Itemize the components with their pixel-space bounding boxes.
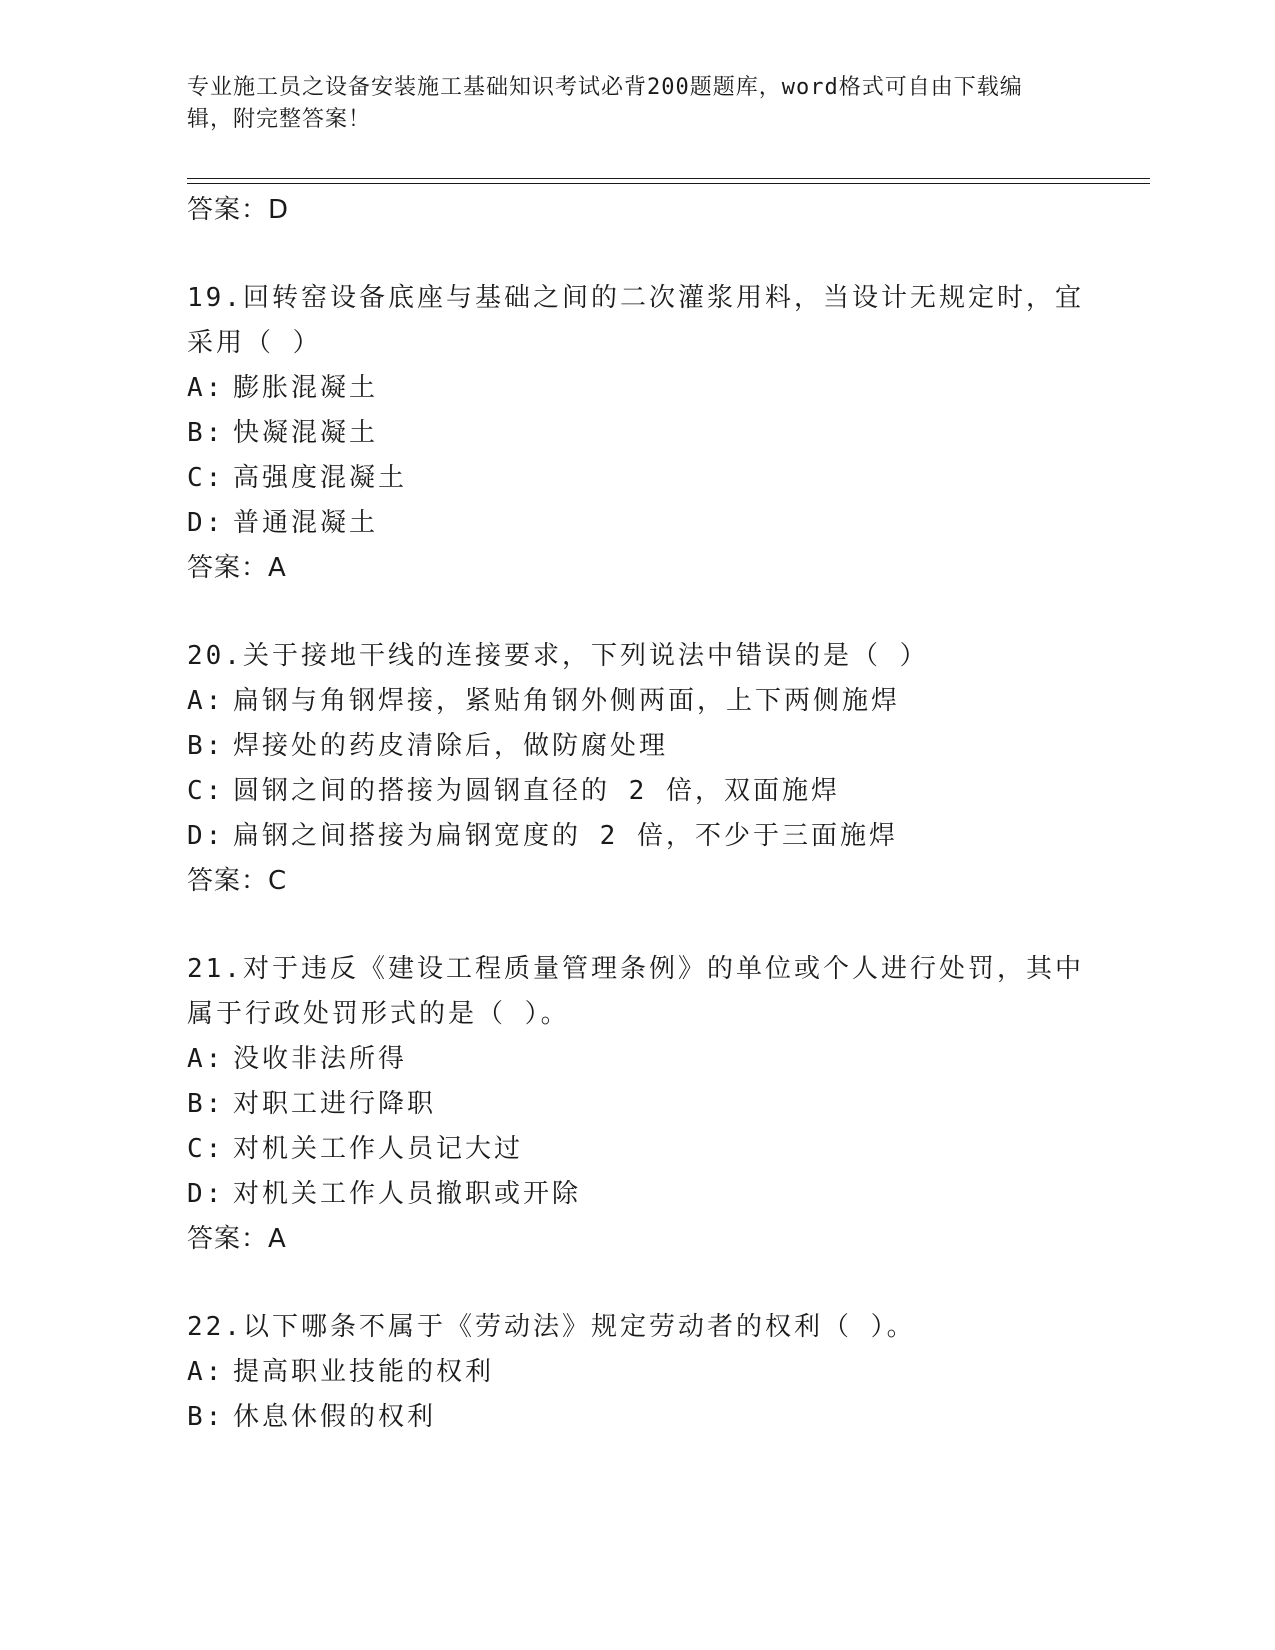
option-item [187,814,1087,859]
option-item [187,1082,1087,1127]
option-key: A: [187,1357,225,1387]
answer-line: 答案：D [187,195,290,225]
option-key: D: [187,1179,225,1209]
option-item [187,456,1087,501]
option-item [187,724,1087,769]
option-key: B: [187,418,225,448]
option-item [187,769,1087,814]
option-item [187,366,1087,411]
option-text: 膨胀混凝土 [233,373,379,403]
option-item [187,501,1087,546]
question-block [187,276,1087,591]
header-divider-bottom [187,183,1150,184]
option-text: 圆钢之间的搭接为圆钢直径的 2 倍，双面施焊 [233,776,840,806]
option-list [187,679,1087,859]
option-text: 快凝混凝土 [233,418,379,448]
question-block [187,634,1087,904]
question-stem: 21.对于违反《建设工程质量管理条例》的单位或个人进行处罚，其中属于行政处罚形式的是（ ）。 [187,954,1084,1029]
option-item [187,1395,1087,1440]
answer-line: 答案：C [187,866,288,896]
option-key: D: [187,821,225,851]
document-header: 专业施工员之设备安装施工基础知识考试必背200题题库，word格式可自由下载编辑，附完整答案！ [187,75,1023,132]
question-stem: 20.关于接地干线的连接要求，下列说法中错误的是（ ） [187,641,929,671]
question-stem: 22.以下哪条不属于《劳动法》规定劳动者的权利（ ）。 [187,1312,916,1342]
question-block [187,947,1087,1262]
header-divider-top [187,178,1150,179]
option-list [187,366,1087,546]
option-text: 对机关工作人员记大过 [233,1134,524,1164]
option-text: 扁钢与角钢焊接，紧贴角钢外侧两面，上下两侧施焊 [233,686,901,716]
answer-line: 答案：A [187,1224,287,1254]
option-text: 焊接处的药皮清除后，做防腐处理 [233,731,669,761]
question-list [187,188,1087,1440]
option-key: B: [187,1402,225,1432]
option-text: 普通混凝土 [233,508,379,538]
option-item [187,1127,1087,1172]
option-key: B: [187,1089,225,1119]
option-key: B: [187,731,225,761]
question-stem: 19.回转窑设备底座与基础之间的二次灌浆用料，当设计无规定时，宜采用（ ） [187,283,1084,358]
option-list [187,1350,1087,1440]
option-text: 休息休假的权利 [233,1402,437,1432]
option-item [187,679,1087,724]
option-key: C: [187,1134,225,1164]
option-text: 扁钢之间搭接为扁钢宽度的 2 倍，不少于三面施焊 [233,821,898,851]
option-key: A: [187,686,225,716]
option-text: 高强度混凝土 [233,463,408,493]
option-item [187,1350,1087,1395]
question-block [187,1305,1087,1440]
answer-line: 答案：A [187,553,287,583]
option-key: C: [187,776,225,806]
option-text: 对机关工作人员撤职或开除 [233,1179,582,1209]
option-key: C: [187,463,225,493]
option-key: A: [187,1044,225,1074]
option-text: 对职工进行降职 [233,1089,437,1119]
option-list [187,1037,1087,1217]
option-key: A: [187,373,225,403]
option-key: D: [187,508,225,538]
option-item [187,1037,1087,1082]
option-item [187,411,1087,456]
option-text: 没收非法所得 [233,1044,408,1074]
option-item [187,1172,1087,1217]
option-text: 提高职业技能的权利 [233,1357,495,1387]
